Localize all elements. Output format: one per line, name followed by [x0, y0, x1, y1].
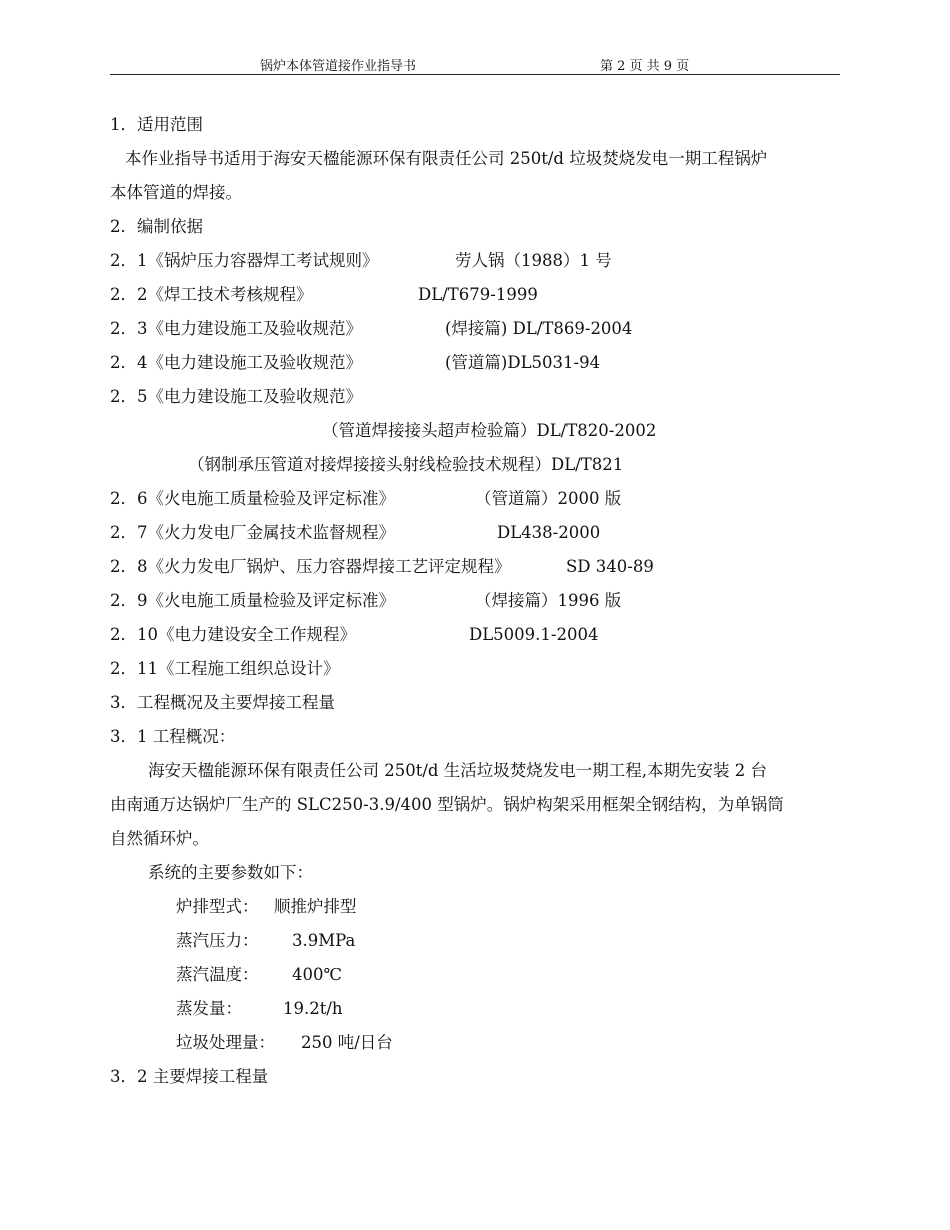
- ref-number: 2．5: [110, 387, 148, 406]
- param-waste-capacity: [110, 1026, 840, 1060]
- ref-2-5-sub-2: （钢制承压管道对接焊接接头射线检验技术规程）DL/T821: [188, 455, 624, 474]
- ref-name: 《工程施工组织总设计》: [158, 659, 340, 678]
- page-header: [110, 52, 840, 75]
- param-label: 炉排型式：: [176, 897, 259, 916]
- ref-number: 2．10: [110, 625, 158, 644]
- ref-number: 2．9: [110, 591, 148, 610]
- ref-2-9: [110, 584, 840, 618]
- ref-number: 2．7: [110, 523, 148, 542]
- ref-name: 《火电施工质量检验及评定标准》: [147, 489, 395, 508]
- param-steam-pressure: [110, 924, 840, 958]
- ref-2-1: [110, 244, 840, 278]
- ref-2-7: [110, 516, 840, 550]
- ref-code: （管道篇）2000 版: [475, 489, 622, 508]
- ref-code: (焊接篇) DL/T869-2004: [445, 319, 633, 338]
- section-3-1-title: 3．1 工程概况：: [110, 727, 236, 746]
- param-label: 蒸汽温度：: [176, 965, 259, 984]
- section-1-body-line-2: 本体管道的焊接。: [110, 183, 242, 202]
- param-label: 垃圾处理量：: [176, 1033, 275, 1052]
- ref-2-5: [110, 380, 840, 414]
- ref-code: (管道篇)DL5031-94: [445, 353, 601, 372]
- ref-code: 劳人锅（1988）1 号: [455, 251, 612, 270]
- ref-number: 2．1: [110, 251, 148, 270]
- ref-2-11: [110, 652, 840, 686]
- param-value: 250 吨/日台: [301, 1033, 393, 1052]
- ref-name: 《电力建设安全工作规程》: [158, 625, 356, 644]
- section-3-1-body-line-3: 自然循环炉。: [110, 829, 209, 848]
- document-body: [110, 108, 840, 1094]
- ref-name: 《火力发电厂金属技术监督规程》: [147, 523, 395, 542]
- ref-number: 2．4: [110, 353, 148, 372]
- ref-number: 2．8: [110, 557, 148, 576]
- ref-number: 2．6: [110, 489, 148, 508]
- ref-2-10: [110, 618, 840, 652]
- param-value: 顺推炉排型: [274, 897, 357, 916]
- ref-name: 《焊工技术考核规程》: [147, 285, 313, 304]
- param-label: 蒸汽压力：: [176, 931, 259, 950]
- ref-name: 《火力发电厂锅炉、压力容器焊接工艺评定规程》: [147, 557, 511, 576]
- param-value: 400℃: [292, 965, 342, 984]
- ref-code: DL/T679-1999: [418, 285, 538, 304]
- param-grate-type: [110, 890, 840, 924]
- section-3-title: 3．工程概况及主要焊接工程量: [110, 693, 335, 712]
- section-1-body-line-1: 本作业指导书适用于海安天楹能源环保有限责任公司 250t/d 垃圾焚烧发电一期工程锅炉: [125, 149, 768, 168]
- ref-code: DL438-2000: [497, 523, 601, 542]
- section-2-title: 2．编制依据: [110, 217, 203, 236]
- ref-2-8: [110, 550, 840, 584]
- section-1-title: 1．适用范围: [110, 115, 203, 134]
- param-label: 蒸发量：: [176, 999, 242, 1018]
- header-doc-title: 锅炉本体管道接作业指导书: [260, 59, 417, 74]
- section-3-2-title: 3．2 主要焊接工程量: [110, 1067, 269, 1086]
- ref-code: DL5009.1-2004: [469, 625, 599, 644]
- param-steam-temperature: [110, 958, 840, 992]
- section-3-1-body-line-1: 海安天楹能源环保有限责任公司 250t/d 生活垃圾焚烧发电一期工程,本期先安装 2 台: [148, 761, 767, 780]
- ref-name: 《电力建设施工及验收规范》: [147, 387, 362, 406]
- section-3-1-body-line-2: 由南通万达锅炉厂生产的 SLC250-3.9/400 型锅炉。锅炉构架采用框架全钢结构，为单锅筒: [110, 795, 784, 814]
- ref-code: （焊接篇）1996 版: [475, 591, 622, 610]
- ref-2-4: [110, 346, 840, 380]
- ref-code: SD 340-89: [566, 557, 654, 576]
- ref-name: 《锅炉压力容器焊工考试规则》: [147, 251, 379, 270]
- ref-2-2: [110, 278, 840, 312]
- ref-name: 《电力建设施工及验收规范》: [147, 353, 362, 372]
- ref-2-6: [110, 482, 840, 516]
- params-intro: 系统的主要参数如下：: [148, 863, 313, 882]
- ref-name: 《电力建设施工及验收规范》: [147, 319, 362, 338]
- ref-number: 2．2: [110, 285, 148, 304]
- ref-2-3: [110, 312, 840, 346]
- ref-number: 2．11: [110, 659, 158, 678]
- header-page-number: 第 2 页 共 9 页: [600, 59, 690, 74]
- ref-2-5-sub-1: （管道焊接接头超声检验篇）DL/T820-2002: [322, 421, 657, 440]
- param-value: 3.9MPa: [292, 931, 356, 950]
- ref-name: 《火电施工质量检验及评定标准》: [147, 591, 395, 610]
- param-evaporation: [110, 992, 840, 1026]
- ref-number: 2．3: [110, 319, 148, 338]
- param-value: 19.2t/h: [283, 999, 343, 1018]
